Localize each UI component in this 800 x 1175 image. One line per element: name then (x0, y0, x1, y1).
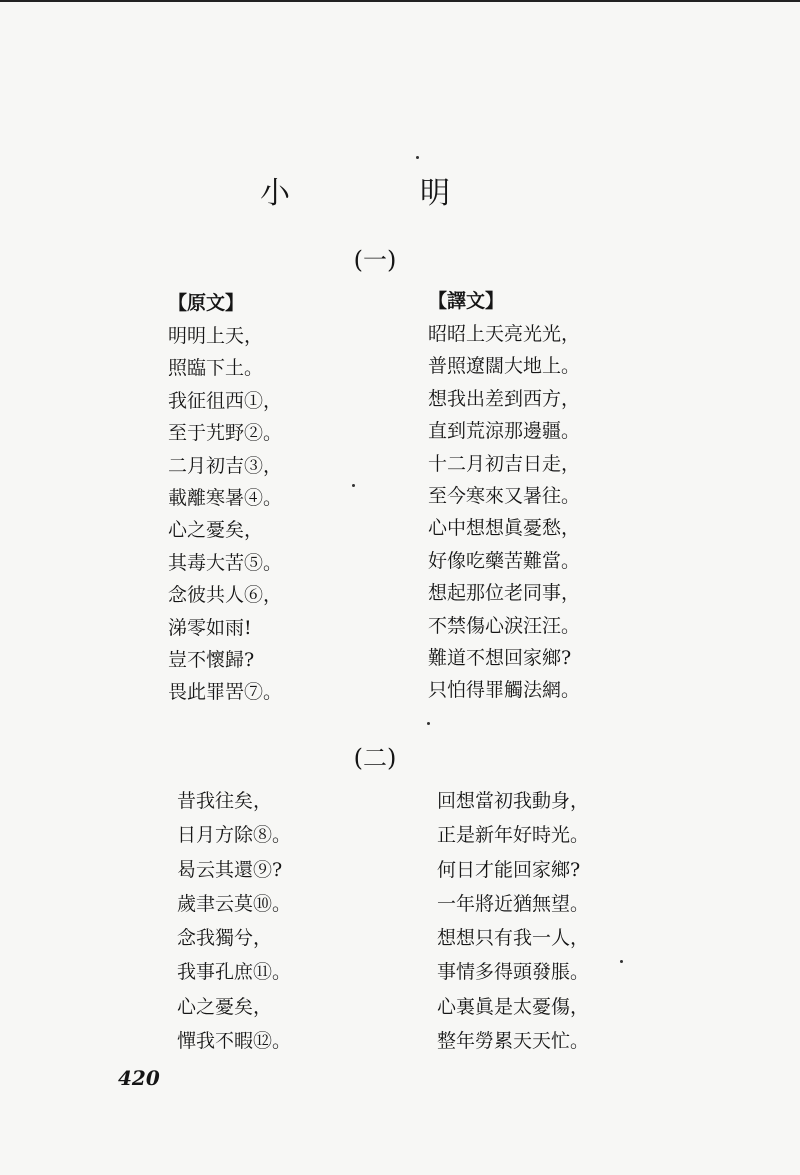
original-label: 【原文】 (168, 292, 245, 314)
page-title: 小 明 (260, 176, 500, 211)
top-rule (0, 0, 800, 2)
original-text-section-2 (177, 784, 291, 1058)
speck (427, 722, 430, 725)
verse-line: 直到荒涼那邊疆。 (428, 420, 581, 443)
verse-line: 心中想想眞憂愁， (428, 517, 581, 540)
verse-line: 憚我不暇⑫。 (177, 1030, 292, 1053)
verse-line: 我事孔庶⑪。 (177, 961, 292, 984)
verse-line: 明明上天， (168, 325, 264, 347)
verse-line: 二月初吉③， (168, 454, 283, 477)
verse-line: 十二月初吉日走， (428, 452, 581, 475)
verse-line: 難道不想回家鄉? (428, 646, 572, 669)
verse-line: 回想當初我動身， (437, 790, 590, 812)
verse-line: 曷云其還⑨? (177, 858, 283, 881)
verse-line: 心之憂矣， (168, 519, 264, 542)
original-text-section-1 (168, 286, 282, 709)
verse-line: 只怕得罪觸法網。 (428, 679, 581, 702)
speck (416, 156, 419, 159)
verse-line: 事情多得頭發脹。 (437, 961, 590, 984)
verse-line: 心裏眞是太憂傷， (437, 995, 590, 1018)
translation-text-section-2 (437, 784, 589, 1058)
verse-line: 心之憂矣， (177, 995, 273, 1018)
verse-line: 想想只有我一人， (437, 927, 590, 950)
verse-line: 載離寒暑④。 (168, 486, 283, 509)
speck (352, 484, 355, 487)
verse-line: 一年將近猶無望。 (437, 892, 590, 915)
speck (620, 960, 623, 963)
verse-line: 不禁傷心淚汪汪。 (428, 614, 581, 637)
verse-line: 想我出差到西方， (428, 387, 581, 410)
verse-line: 念彼共人⑥， (168, 584, 283, 607)
verse-line: 其毒大苦⑤。 (168, 551, 283, 574)
verse-line: 整年勞累天天忙。 (437, 1030, 590, 1053)
verse-line: 念我獨兮， (177, 927, 273, 950)
verse-line: 至于艽野②。 (168, 422, 283, 445)
verse-line: 日月方除⑧。 (177, 824, 292, 847)
section-heading-2: (二) (353, 744, 397, 772)
verse-line: 好像吃藥苦難當。 (428, 549, 581, 572)
verse-line: 想起那位老同事， (428, 582, 581, 605)
verse-line: 我征徂西①， (168, 389, 283, 412)
verse-line: 昭昭上天亮光光， (428, 323, 581, 345)
verse-line: 涕零如雨! (168, 616, 252, 639)
verse-line: 畏此罪罟⑦。 (168, 681, 283, 704)
verse-line: 豈不懷歸? (168, 648, 255, 671)
translation-label: 【譯文】 (428, 290, 505, 312)
page-number: 420 (118, 1066, 160, 1090)
section-heading-1: (一) (353, 246, 397, 274)
verse-line: 歲聿云莫⑩。 (177, 892, 292, 915)
verse-line: 至今寒來又暑往。 (428, 484, 581, 507)
verse-line: 普照遼闊大地上。 (428, 355, 581, 378)
verse-line: 正是新年好時光。 (437, 824, 590, 847)
verse-line: 照臨下土。 (168, 357, 264, 380)
verse-line: 昔我往矣， (177, 790, 273, 812)
translation-text-section-1 (428, 284, 580, 707)
verse-line: 何日才能回家鄉? (437, 858, 581, 881)
